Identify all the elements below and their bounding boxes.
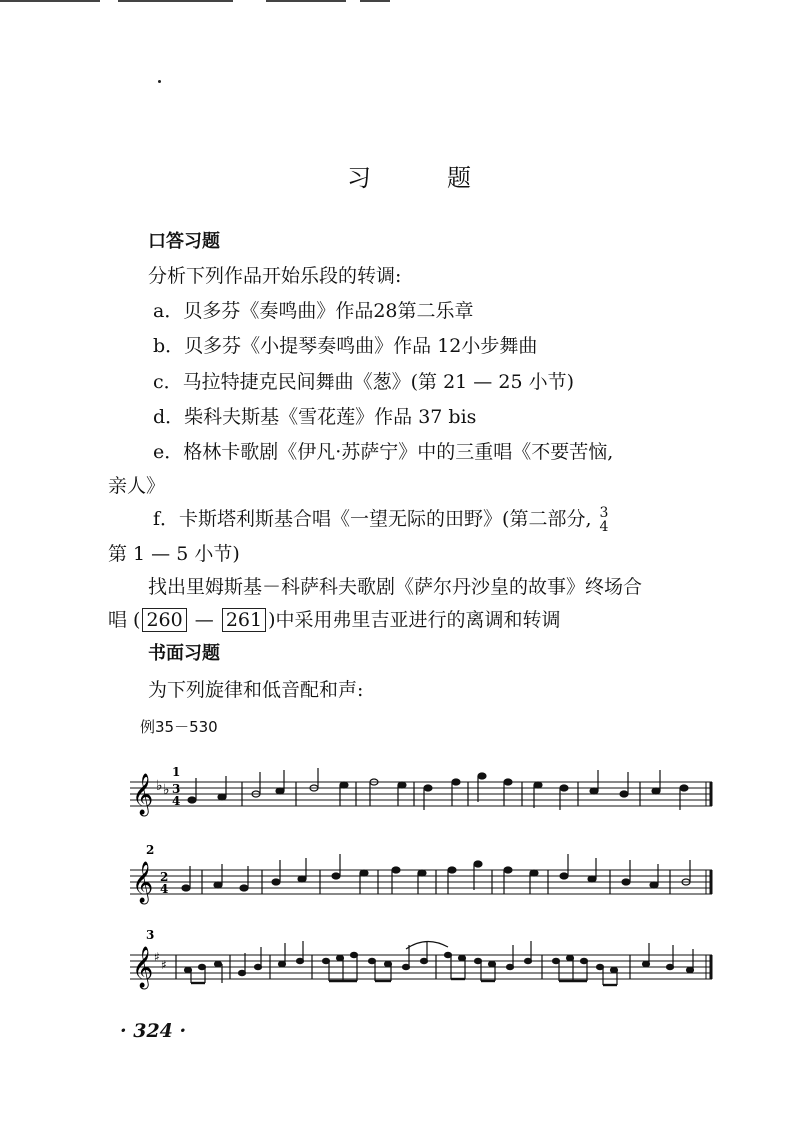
- find-line1: 找出里姆斯基－科萨科夫歌剧《萨尔丹沙皇的故事》终场合: [148, 576, 643, 598]
- time-sig-top: 2: [160, 870, 169, 884]
- item-e-line2: 亲人》: [108, 475, 166, 497]
- page-title: [0, 158, 800, 198]
- page-number: · 324 ·: [120, 1020, 187, 1042]
- line-number: 2: [146, 843, 155, 857]
- oral-intro: 分析下列作品开始乐段的转调:: [148, 265, 402, 287]
- top-rule-2: [118, 0, 233, 2]
- top-rule-1: [0, 0, 100, 2]
- treble-clef-icon: 𝄞: [132, 862, 154, 903]
- top-rule-3: [266, 0, 346, 2]
- item-a: a．贝多芬《奏鸣曲》作品28第二乐章: [153, 300, 474, 322]
- written-intro: 为下列旋律和低音配和声:: [148, 679, 364, 701]
- item-f-text: f．卡斯塔利斯基合唱《一望无际的田野》(第二部分,: [153, 508, 592, 530]
- title-char-1: 习: [347, 164, 372, 192]
- notes-line-3: [176, 941, 694, 985]
- line-number: 1: [172, 765, 181, 779]
- item-b: b．贝多芬《小提琴奏鸣曲》作品 12小步舞曲: [153, 335, 538, 357]
- time-sig-bottom: 4: [172, 794, 181, 808]
- ink-dot: [158, 80, 161, 83]
- time-sig-bottom: 4: [160, 882, 169, 896]
- music-staff-1: [130, 760, 720, 832]
- flat-icon: ♭: [163, 782, 170, 798]
- fraction-denominator: 4: [599, 519, 609, 535]
- find-suffix: )中采用弗里吉亚进行的离调和转调: [268, 609, 561, 631]
- treble-clef-icon: 𝄞: [132, 774, 154, 815]
- find-dash: —: [188, 609, 220, 631]
- item-c: c．马拉特捷克民间舞曲《葱》(第 21 — 25 小节): [153, 371, 574, 393]
- treble-clef-icon: 𝄞: [132, 947, 154, 988]
- top-rule-4: [360, 0, 390, 2]
- flat-icon: ♭: [156, 778, 163, 794]
- time-fraction: [600, 506, 609, 534]
- rehearsal-box-1: 260: [142, 608, 186, 632]
- find-prefix: 唱 (: [108, 609, 141, 631]
- fraction-numerator: 3: [599, 505, 609, 521]
- item-d: d．柴科夫斯基《雪花莲》作品 37 bis: [153, 406, 477, 428]
- sharp-icon: ♯: [154, 950, 160, 964]
- item-f-line1: [153, 505, 608, 534]
- oral-heading: 口答习题: [148, 231, 220, 252]
- rehearsal-box-2: 261: [222, 608, 266, 632]
- title-char-2: 题: [447, 164, 472, 192]
- find-line2: [108, 606, 561, 634]
- music-staff-3: [130, 925, 720, 1005]
- notes-line-1: [188, 768, 688, 810]
- music-staff-2: [130, 840, 720, 915]
- sharp-icon: ♯: [161, 958, 167, 972]
- example-label: 例35－530: [140, 718, 218, 736]
- item-f-line2: 第 1 — 5 小节): [108, 543, 240, 565]
- written-heading: 书面习题: [148, 643, 220, 664]
- time-sig-top: 3: [172, 782, 181, 796]
- item-e-line1: e．格林卡歌剧《伊凡·苏萨宁》中的三重唱《不要苦恼,: [153, 441, 614, 463]
- line-number: 3: [146, 928, 155, 942]
